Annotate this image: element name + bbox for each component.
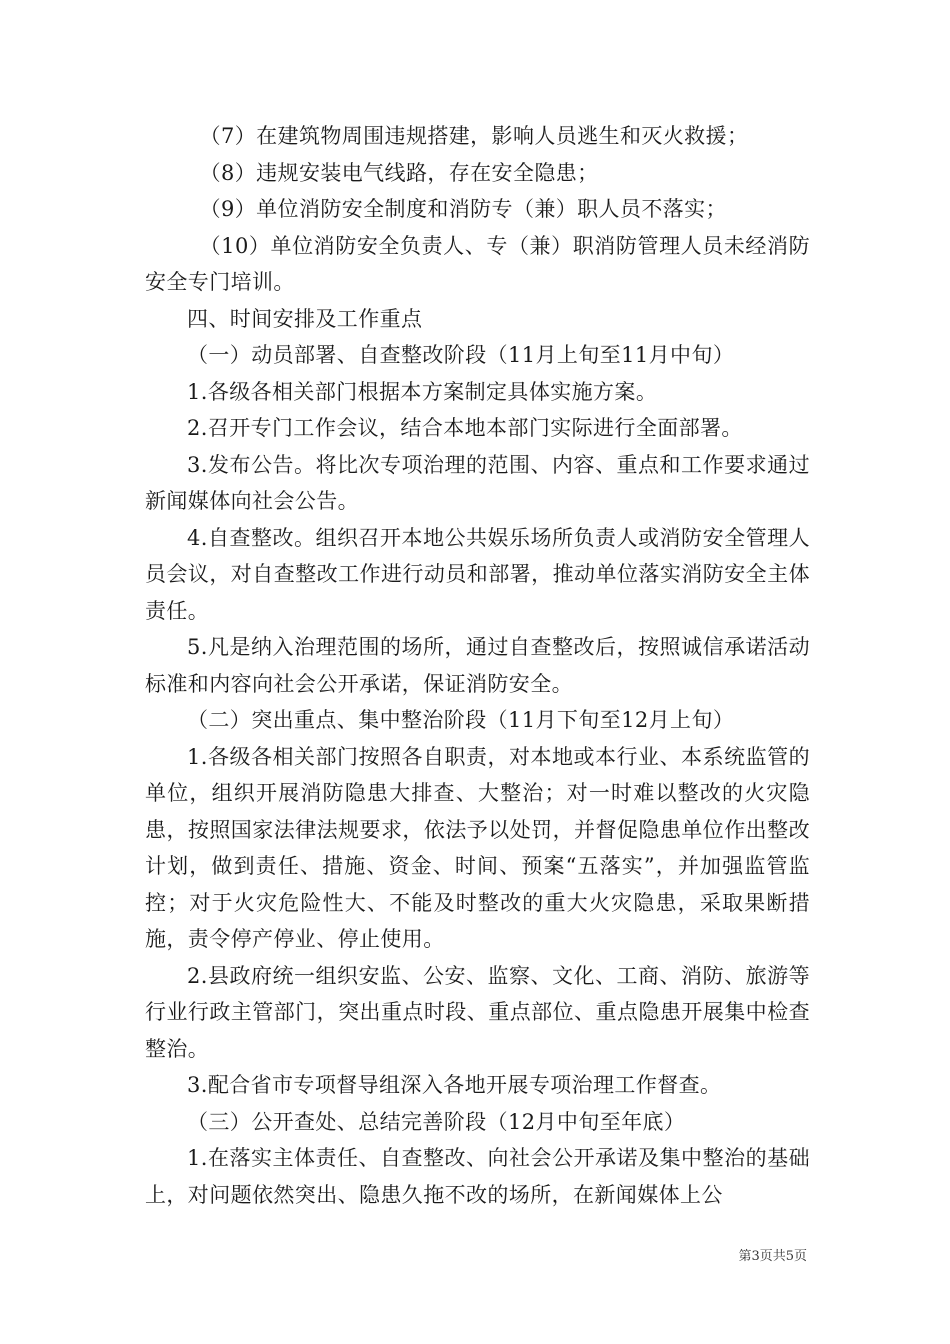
paragraph: 3.配合省市专项督导组深入各地开展专项治理工作督查。 — [187, 1073, 722, 1097]
paragraph: 4.自查整改。组织召开本地公共娱乐场所负责人或消防安全管理人员会议，对自查整改工作进行动员和部署，推动单位落实消防安全主体责任。 — [145, 525, 810, 623]
subsection-heading-1: （一）动员部署、自查整改阶段（11月上旬至11月中旬） — [187, 343, 735, 367]
paragraph: 2.县政府统一组织安监、公安、监察、文化、工商、消防、旅游等行业行政主管部门，突出重点时段、重点部位、重点隐患开展集中检查整治。 — [145, 963, 810, 1061]
list-item-9: （9）单位消防安全制度和消防专（兼）职人员不落实； — [199, 197, 727, 221]
subsection-heading-2: （二）突出重点、集中整治阶段（11月下旬至12月上旬） — [187, 708, 735, 732]
document-body — [145, 118, 810, 1213]
paragraph: 1.在落实主体责任、自查整改、向社会公开承诺及集中整治的基础上，对问题依然突出、隐患久拖不改的场所，在新闻媒体上公 — [145, 1146, 810, 1207]
list-item-8: （8）违规安装电气线路，存在安全隐患； — [199, 160, 599, 185]
paragraph: 1.各级各相关部门根据本方案制定具体实施方案。 — [187, 379, 658, 404]
paragraph: 1.各级各相关部门按照各自职责，对本地或本行业、本系统监管的单位，组织开展消防隐患大排查、大整治；对一时难以整改的火灾隐患，按照国家法律法规要求，依法予以处罚，并督促隐患单位作出整改计划，做到责任、措施、资金、时间、预案“五落实”，并加强监管监控；对于火灾危险性大、不能及时整改的重大火灾隐患，采取果断措施，责令停产停业、停止使用。 — [145, 744, 810, 951]
paragraph: 3.发布公告。将比次专项治理的范围、内容、重点和工作要求通过新闻媒体向社会公告。 — [145, 452, 810, 513]
list-item-7: （7）在建筑物周围违规搭建，影响人员逃生和灭火救援； — [199, 124, 749, 148]
page-number: 第3页共5页 — [738, 1249, 807, 1264]
subsection-heading-3: （三）公开查处、总结完善阶段（12月中旬至年底） — [187, 1109, 686, 1134]
list-item-10: （10）单位消防安全负责人、专（兼）职消防管理人员未经消防安全专门培训。 — [145, 233, 810, 294]
paragraph: 5.凡是纳入治理范围的场所，通过自查整改后，按照诚信承诺活动标准和内容向社会公开承诺，保证消防安全。 — [145, 635, 810, 696]
section-heading-4: 四、时间安排及工作重点 — [187, 306, 423, 331]
paragraph: 2.召开专门工作会议，结合本地本部门实际进行全面部署。 — [187, 416, 743, 440]
